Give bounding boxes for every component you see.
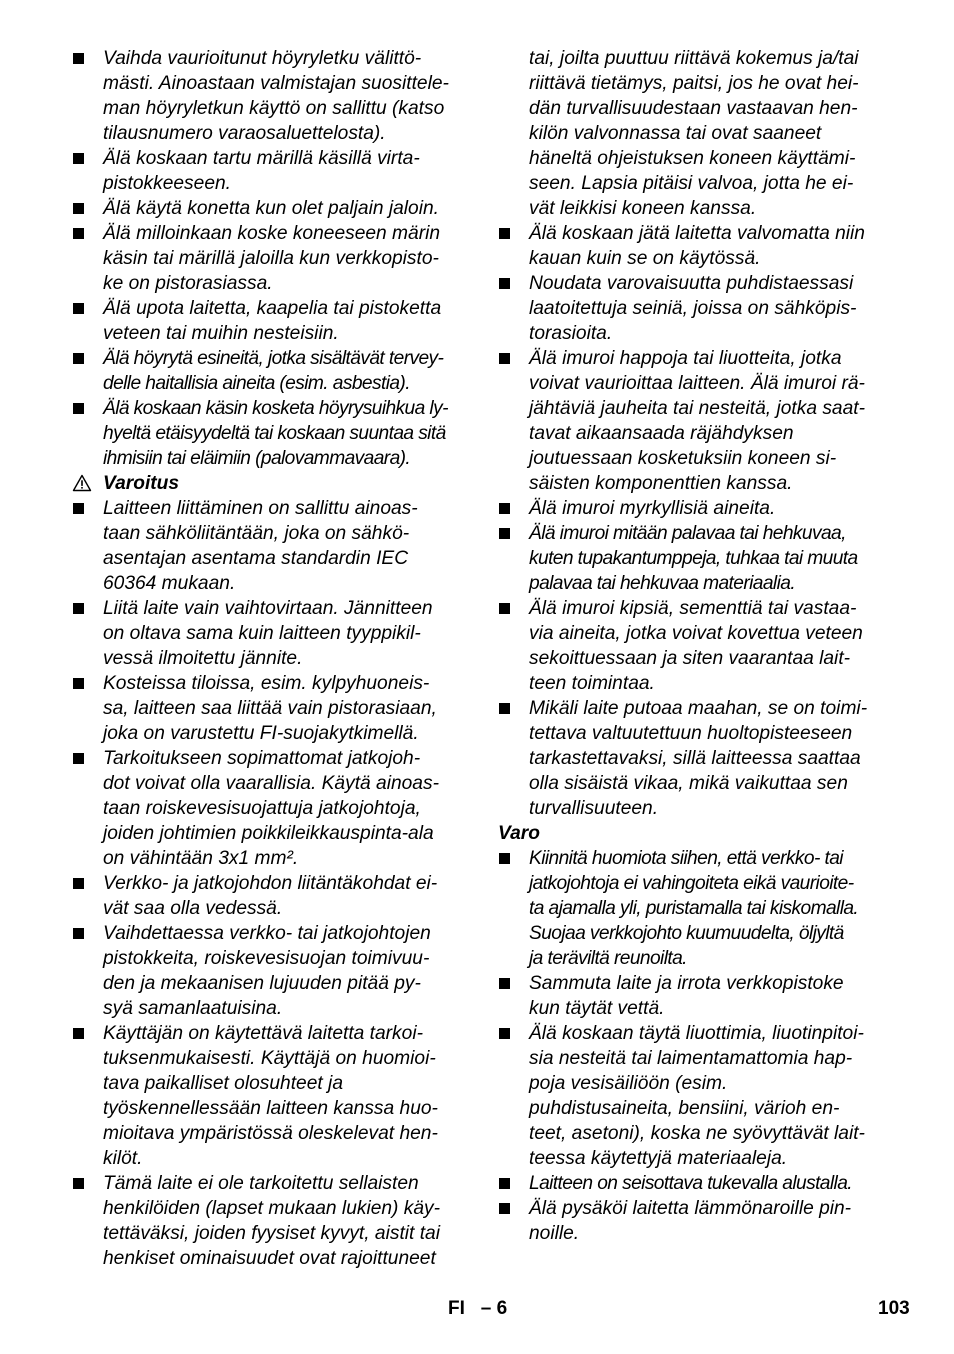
text-line-content: Verkko- ja jatkojohdon liitäntäkohdat ei- xyxy=(103,873,438,894)
text-line xyxy=(72,696,472,721)
text-line-content: ke on pistorasiassa. xyxy=(103,273,273,294)
text-line-content: Kosteissa tiloissa, esim. kylpyhuoneis- xyxy=(103,673,430,694)
square-bullet-icon xyxy=(499,278,510,289)
text-line-content: man höyryletkun käyttö on sallittu (katso xyxy=(103,98,445,119)
text-line-content: dot voivat olla vaarallisia. Käytä ainoas- xyxy=(103,773,439,794)
text-line-content: mioitava ympäristössä oleskelevat hen- xyxy=(103,1123,438,1144)
text-line xyxy=(498,1121,898,1146)
text-line xyxy=(498,796,898,821)
text-line-content: laatoitettuja seiniä, joissa on sähköpis- xyxy=(529,298,857,319)
text-line-content: veteen tai muihin nesteisiin. xyxy=(103,323,339,344)
text-line xyxy=(72,571,472,596)
text-line-content: Älä koskaan käsin kosketa höyrysuihkua ly- xyxy=(103,398,448,419)
text-line-content: Sammuta laite ja irrota verkkopistoke xyxy=(529,973,844,994)
bullet-item xyxy=(498,1021,898,1171)
text-line xyxy=(498,96,898,121)
text-line-content: Liitä laite vain vaihtovirtaan. Jännitteen xyxy=(103,598,433,619)
text-line xyxy=(72,771,472,796)
bullet-item xyxy=(72,1021,472,1171)
text-line xyxy=(72,996,472,1021)
text-line-content: voivat vaurioittaa laitteen. Älä imuroi rä- xyxy=(529,373,865,394)
text-line-content: vessä ilmoitettu jännite. xyxy=(103,648,303,669)
text-line xyxy=(498,871,898,896)
text-line xyxy=(498,446,898,471)
text-line xyxy=(498,71,898,96)
footer-page-number: 103 xyxy=(878,1298,910,1319)
bullet-item xyxy=(72,596,472,671)
text-line xyxy=(72,196,472,221)
text-line xyxy=(498,946,898,971)
text-line-content: delle haitallisia aineita (esim. asbestia). xyxy=(103,373,410,394)
footer-language-code: FI xyxy=(448,1298,465,1319)
text-line-content: Älä imuroi mitään palavaa tai hehkuvaa, xyxy=(529,523,846,544)
text-line xyxy=(72,596,472,621)
bullet-item xyxy=(72,46,472,146)
text-line-content: Vaihdettaessa verkko- tai jatkojohtojen xyxy=(103,923,431,944)
text-line-content: Älä koskaan tartu märillä käsillä virta- xyxy=(103,148,420,169)
bullet-item xyxy=(72,1171,472,1271)
text-line-content: joutuessaan kosketuksiin koneen si- xyxy=(529,448,837,469)
text-line-content: teet, asetoni), koska ne syövyttävät lait- xyxy=(529,1123,865,1144)
text-line-content: Älä imuroi kipsiä, sementtiä tai vastaa- xyxy=(529,598,857,619)
text-line xyxy=(498,46,898,71)
text-line-content: seen. Lapsia pitäisi valvoa, jotta he ei- xyxy=(529,173,854,194)
bullet-item xyxy=(498,596,898,696)
text-line xyxy=(498,196,898,221)
text-line-content: on vähintään 3x1 mm². xyxy=(103,848,299,869)
text-line-content: Älä imuroi happoja tai liuotteita, jotka xyxy=(529,348,842,369)
text-line xyxy=(498,821,898,846)
text-line xyxy=(72,1146,472,1171)
text-line-content: mästi. Ainoastaan valmistajan suosittele- xyxy=(103,73,449,94)
section-heading xyxy=(498,821,898,846)
text-line-content: Älä upota laitetta, kaapelia tai pistoketta xyxy=(103,298,442,319)
text-line-content: kilön valvonnassa tai ovat saaneet xyxy=(529,123,822,144)
text-line xyxy=(498,596,898,621)
text-line-content: asentajan asentama standardin IEC xyxy=(103,548,409,569)
bullet-item xyxy=(72,746,472,871)
text-line-content: ta ajamalla yli, puristamalla tai kiskomalla. xyxy=(529,898,859,919)
text-line xyxy=(498,296,898,321)
text-line xyxy=(72,471,472,496)
square-bullet-icon xyxy=(73,928,84,939)
square-bullet-icon xyxy=(73,1028,84,1039)
text-line xyxy=(498,671,898,696)
text-line-content: Suojaa verkkojohto kuumuudelta, öljyltä xyxy=(529,923,844,944)
text-line xyxy=(498,271,898,296)
text-line-content: noille. xyxy=(529,1223,580,1244)
text-line-content: tai, joilta puuttuu riittävä kokemus ja/tai xyxy=(529,48,859,69)
text-line-content: sa, laitteen saa liittää vain pistorasiaan, xyxy=(103,698,437,719)
text-line xyxy=(72,546,472,571)
text-line-content: vät leikkisi koneen kanssa. xyxy=(529,198,757,219)
text-line xyxy=(72,396,472,421)
text-line xyxy=(498,396,898,421)
text-line-content: olla sisäistä vikaa, mikä vaikuttaa sen xyxy=(529,773,848,794)
text-line-content: Älä höyrytä esineitä, jotka sisältävät tervey- xyxy=(103,348,444,369)
text-line xyxy=(72,521,472,546)
bullet-item xyxy=(72,921,472,1021)
text-line-content: riittävä tietämys, paitsi, jos he ovat hei- xyxy=(529,73,859,94)
text-line-content: pistokkeita, roiskevesisuojan toimivuu- xyxy=(103,948,430,969)
footer-section-page: – 6 xyxy=(480,1298,508,1319)
bullet-item xyxy=(498,221,898,271)
text-line xyxy=(72,446,472,471)
square-bullet-icon xyxy=(499,1203,510,1214)
square-bullet-icon xyxy=(73,603,84,614)
text-line-content: vät saa olla vedessä. xyxy=(103,898,283,919)
square-bullet-icon xyxy=(73,678,84,689)
text-line xyxy=(498,246,898,271)
text-line-content: työskennellessään laitteen kanssa huo- xyxy=(103,1098,438,1119)
text-line xyxy=(498,1046,898,1071)
text-line xyxy=(72,1096,472,1121)
bullet-item xyxy=(498,846,898,971)
text-line xyxy=(498,321,898,346)
left-column xyxy=(72,46,472,1271)
text-line-content: Älä koskaan täytä liuottimia, liuotinpitoi- xyxy=(529,1023,864,1044)
text-line xyxy=(72,746,472,771)
text-line-content: Älä koskaan jätä laitetta valvomatta niin xyxy=(529,223,865,244)
text-line-content: henkiset ominaisuudet ovat rajoittuneet xyxy=(103,1248,436,1269)
text-line-content: tavat aikaansaada räjähdyksen xyxy=(529,423,794,444)
text-line xyxy=(72,346,472,371)
text-line xyxy=(498,221,898,246)
text-line-content: Mikäli laite putoaa maahan, se on toimi- xyxy=(529,698,868,719)
text-line-content: hyeltä etäisyydeltä tai koskaan suuntaa sitä xyxy=(103,423,446,444)
text-line xyxy=(72,321,472,346)
text-line xyxy=(498,1146,898,1171)
text-line-content: on oltava sama kuin laitteen tyyppikil- xyxy=(103,623,421,644)
text-line-content: den ja mekaanisen lujuuden pitää py- xyxy=(103,973,421,994)
bullet-item xyxy=(72,396,472,471)
text-line xyxy=(498,521,898,546)
text-line-content: sia nesteitä tai laimentamattomia hap- xyxy=(529,1048,853,1069)
text-line-content: syä samanlaatuisina. xyxy=(103,998,283,1019)
text-line-content: Älä imuroi myrkyllisiä aineita. xyxy=(529,498,776,519)
text-line-content: ja teräviltä reunoilta. xyxy=(529,948,687,969)
text-line-content: kilöt. xyxy=(103,1148,143,1169)
text-line xyxy=(72,871,472,896)
square-bullet-icon xyxy=(73,753,84,764)
text-line xyxy=(498,746,898,771)
text-line xyxy=(498,571,898,596)
text-line xyxy=(72,946,472,971)
text-line-content: jatkojohtoja ei vahingoiteta eikä vaurioite- xyxy=(529,873,854,894)
warning-heading xyxy=(72,471,472,496)
bullet-item xyxy=(498,1171,898,1196)
text-line xyxy=(72,246,472,271)
text-line-content: tarkastettavaksi, sillä laitteessa saattaa xyxy=(529,748,861,769)
text-line-content: Laitteen liittäminen on sallittu ainoas- xyxy=(103,498,418,519)
square-bullet-icon xyxy=(499,853,510,864)
text-line xyxy=(72,1046,472,1071)
bullet-item xyxy=(72,671,472,746)
text-line xyxy=(72,121,472,146)
text-line-content: taan roiskevesisuojattuja jatkojohtoja, xyxy=(103,798,421,819)
text-line xyxy=(72,1171,472,1196)
square-bullet-icon xyxy=(73,153,84,164)
text-line xyxy=(72,371,472,396)
text-line xyxy=(498,996,898,1021)
text-line xyxy=(498,1221,898,1246)
square-bullet-icon xyxy=(499,703,510,714)
bullet-item xyxy=(72,146,472,196)
text-line-content: Laitteen on seisottava tukevalla alustalla. xyxy=(529,1173,852,1194)
text-line-content: Noudata varovaisuutta puhdistaessasi xyxy=(529,273,854,294)
text-line-content: kuten tupakantumppeja, tuhkaa tai muuta xyxy=(529,548,858,569)
square-bullet-icon xyxy=(73,303,84,314)
footer-page-label xyxy=(448,1296,507,1322)
right-column xyxy=(498,46,898,1246)
text-line-content: joiden johtimien poikkileikkauspinta-ala xyxy=(103,823,434,844)
text-line xyxy=(498,721,898,746)
text-line xyxy=(72,171,472,196)
text-line xyxy=(498,621,898,646)
text-line xyxy=(72,496,472,521)
bullet-item xyxy=(72,296,472,346)
text-line-content: taan sähköliitäntään, joka on sähkö- xyxy=(103,523,410,544)
square-bullet-icon xyxy=(499,978,510,989)
text-line-content: tettäväksi, joiden fyysiset kyvyt, aistit tai xyxy=(103,1223,440,1244)
text-line-content: teen toimintaa. xyxy=(529,673,655,694)
text-line xyxy=(72,621,472,646)
text-line-content: poja vesisäiliöön (esim. xyxy=(529,1073,728,1094)
text-line xyxy=(498,471,898,496)
text-line xyxy=(498,371,898,396)
text-line xyxy=(498,696,898,721)
bullet-item xyxy=(498,496,898,521)
text-line-content: jähtäviä jauheita tai nesteitä, jotka saat- xyxy=(529,398,865,419)
text-line-content: henkilöiden (lapset mukaan lukien) käy- xyxy=(103,1198,441,1219)
text-line-content: tuksenmukaisesti. Käyttäjä on huomioi- xyxy=(103,1048,436,1069)
square-bullet-icon xyxy=(73,353,84,364)
square-bullet-icon xyxy=(499,1028,510,1039)
square-bullet-icon xyxy=(499,528,510,539)
text-line xyxy=(72,671,472,696)
text-line xyxy=(72,721,472,746)
text-line xyxy=(498,1196,898,1221)
text-line xyxy=(72,1071,472,1096)
text-line-content: kauan kuin se on käytössä. xyxy=(529,248,761,269)
text-line xyxy=(72,971,472,996)
bullet-item xyxy=(498,1196,898,1246)
text-line xyxy=(498,846,898,871)
text-line xyxy=(498,921,898,946)
text-line-content: dän turvallisuudestaan vastaavan hen- xyxy=(529,98,858,119)
square-bullet-icon xyxy=(73,878,84,889)
square-bullet-icon xyxy=(73,203,84,214)
text-line-content: Vaihda vaurioitunut höyryletku välittö- xyxy=(103,48,422,69)
text-line-content: tava paikalliset olosuhteet ja xyxy=(103,1073,343,1094)
square-bullet-icon xyxy=(73,403,84,414)
square-bullet-icon xyxy=(499,1178,510,1189)
text-line xyxy=(72,296,472,321)
square-bullet-icon xyxy=(73,1178,84,1189)
text-line-content: tettava valtuutettuun huoltopisteeseen xyxy=(529,723,853,744)
text-line xyxy=(72,821,472,846)
text-line xyxy=(498,1021,898,1046)
text-line-content: turvallisuuteen. xyxy=(529,798,659,819)
square-bullet-icon xyxy=(499,353,510,364)
bullet-item xyxy=(498,696,898,821)
square-bullet-icon xyxy=(499,503,510,514)
text-line-content: joka on varustettu FI-suojakytkimellä. xyxy=(103,723,419,744)
bullet-item xyxy=(72,196,472,221)
text-line xyxy=(72,1221,472,1246)
text-line-content: 60364 mukaan. xyxy=(103,573,236,594)
text-line-content: käsin tai märillä jaloilla kun verkkopisto- xyxy=(103,248,439,269)
text-line xyxy=(72,96,472,121)
text-line-content: torasioita. xyxy=(529,323,613,344)
text-line xyxy=(72,646,472,671)
square-bullet-icon xyxy=(73,228,84,239)
text-line xyxy=(72,146,472,171)
text-line-content: puhdistusaineita, bensiini, värioh en- xyxy=(529,1098,840,1119)
text-line xyxy=(498,971,898,996)
text-line-content: teessa käytettyjä materiaaleja. xyxy=(529,1148,788,1169)
text-line xyxy=(72,846,472,871)
text-line xyxy=(498,346,898,371)
bullet-item xyxy=(72,496,472,596)
text-line xyxy=(72,421,472,446)
text-line xyxy=(72,271,472,296)
warning-triangle-icon xyxy=(72,474,92,492)
text-line xyxy=(498,121,898,146)
text-line-content: ihmisiin tai eläimiin (palovammavaara). xyxy=(103,448,411,469)
text-line-content: säisten komponenttien kanssa. xyxy=(529,473,793,494)
text-line xyxy=(498,1096,898,1121)
bullet-item xyxy=(498,521,898,596)
text-line-content: sekoittuessaan ja siten vaarantaa lait- xyxy=(529,648,851,669)
text-line-content: Tämä laite ei ole tarkoitettu sellaisten xyxy=(103,1173,419,1194)
text-line xyxy=(72,1121,472,1146)
square-bullet-icon xyxy=(499,228,510,239)
square-bullet-icon xyxy=(73,53,84,64)
text-line-content: Tarkoitukseen sopimattomat jatkojoh- xyxy=(103,748,421,769)
text-line xyxy=(72,796,472,821)
text-line xyxy=(498,1171,898,1196)
text-line xyxy=(72,46,472,71)
text-line xyxy=(498,171,898,196)
text-line xyxy=(72,1196,472,1221)
text-line xyxy=(498,496,898,521)
text-line-content: Älä pysäköi laitetta lämmönaroille pin- xyxy=(529,1198,852,1219)
text-line xyxy=(498,896,898,921)
text-line-content: tilausnumero varaosaluettelosta). xyxy=(103,123,386,144)
bullet-item xyxy=(498,346,898,496)
text-line-content: kun täytät vettä. xyxy=(529,998,665,1019)
text-line xyxy=(72,71,472,96)
text-line xyxy=(498,546,898,571)
square-bullet-icon xyxy=(73,503,84,514)
square-bullet-icon xyxy=(499,603,510,614)
text-line-content: via aineita, jotka voivat kovettua veteen xyxy=(529,623,863,644)
text-line-content: Käyttäjän on käytettävä laitetta tarkoi- xyxy=(103,1023,423,1044)
bullet-item xyxy=(498,271,898,346)
bullet-item xyxy=(498,971,898,1021)
bullet-item xyxy=(72,221,472,296)
text-line xyxy=(72,921,472,946)
text-line xyxy=(72,896,472,921)
text-line xyxy=(498,421,898,446)
text-line xyxy=(72,221,472,246)
text-line xyxy=(498,146,898,171)
text-line-content: häneltä ohjeistuksen koneen käyttämi- xyxy=(529,148,856,169)
text-line-content: Varoitus xyxy=(103,473,180,494)
text-line xyxy=(72,1021,472,1046)
text-line-content: Älä milloinkaan koske koneeseen märin xyxy=(103,223,441,244)
bullet-item xyxy=(72,871,472,921)
text-line-content: Älä käytä konetta kun olet paljain jaloin. xyxy=(103,198,439,219)
text-line xyxy=(72,1246,472,1271)
continuation-paragraph xyxy=(498,46,898,221)
text-line xyxy=(498,646,898,671)
bullet-item xyxy=(72,346,472,396)
text-line xyxy=(498,771,898,796)
text-line-content: Varo xyxy=(498,823,540,844)
text-line xyxy=(498,1071,898,1096)
text-line-content: Kiinnitä huomiota siihen, että verkko- tai xyxy=(529,848,843,869)
text-line-content: palavaa tai hehkuvaa materiaalia. xyxy=(529,573,796,594)
text-line-content: pistokkeeseen. xyxy=(103,173,231,194)
